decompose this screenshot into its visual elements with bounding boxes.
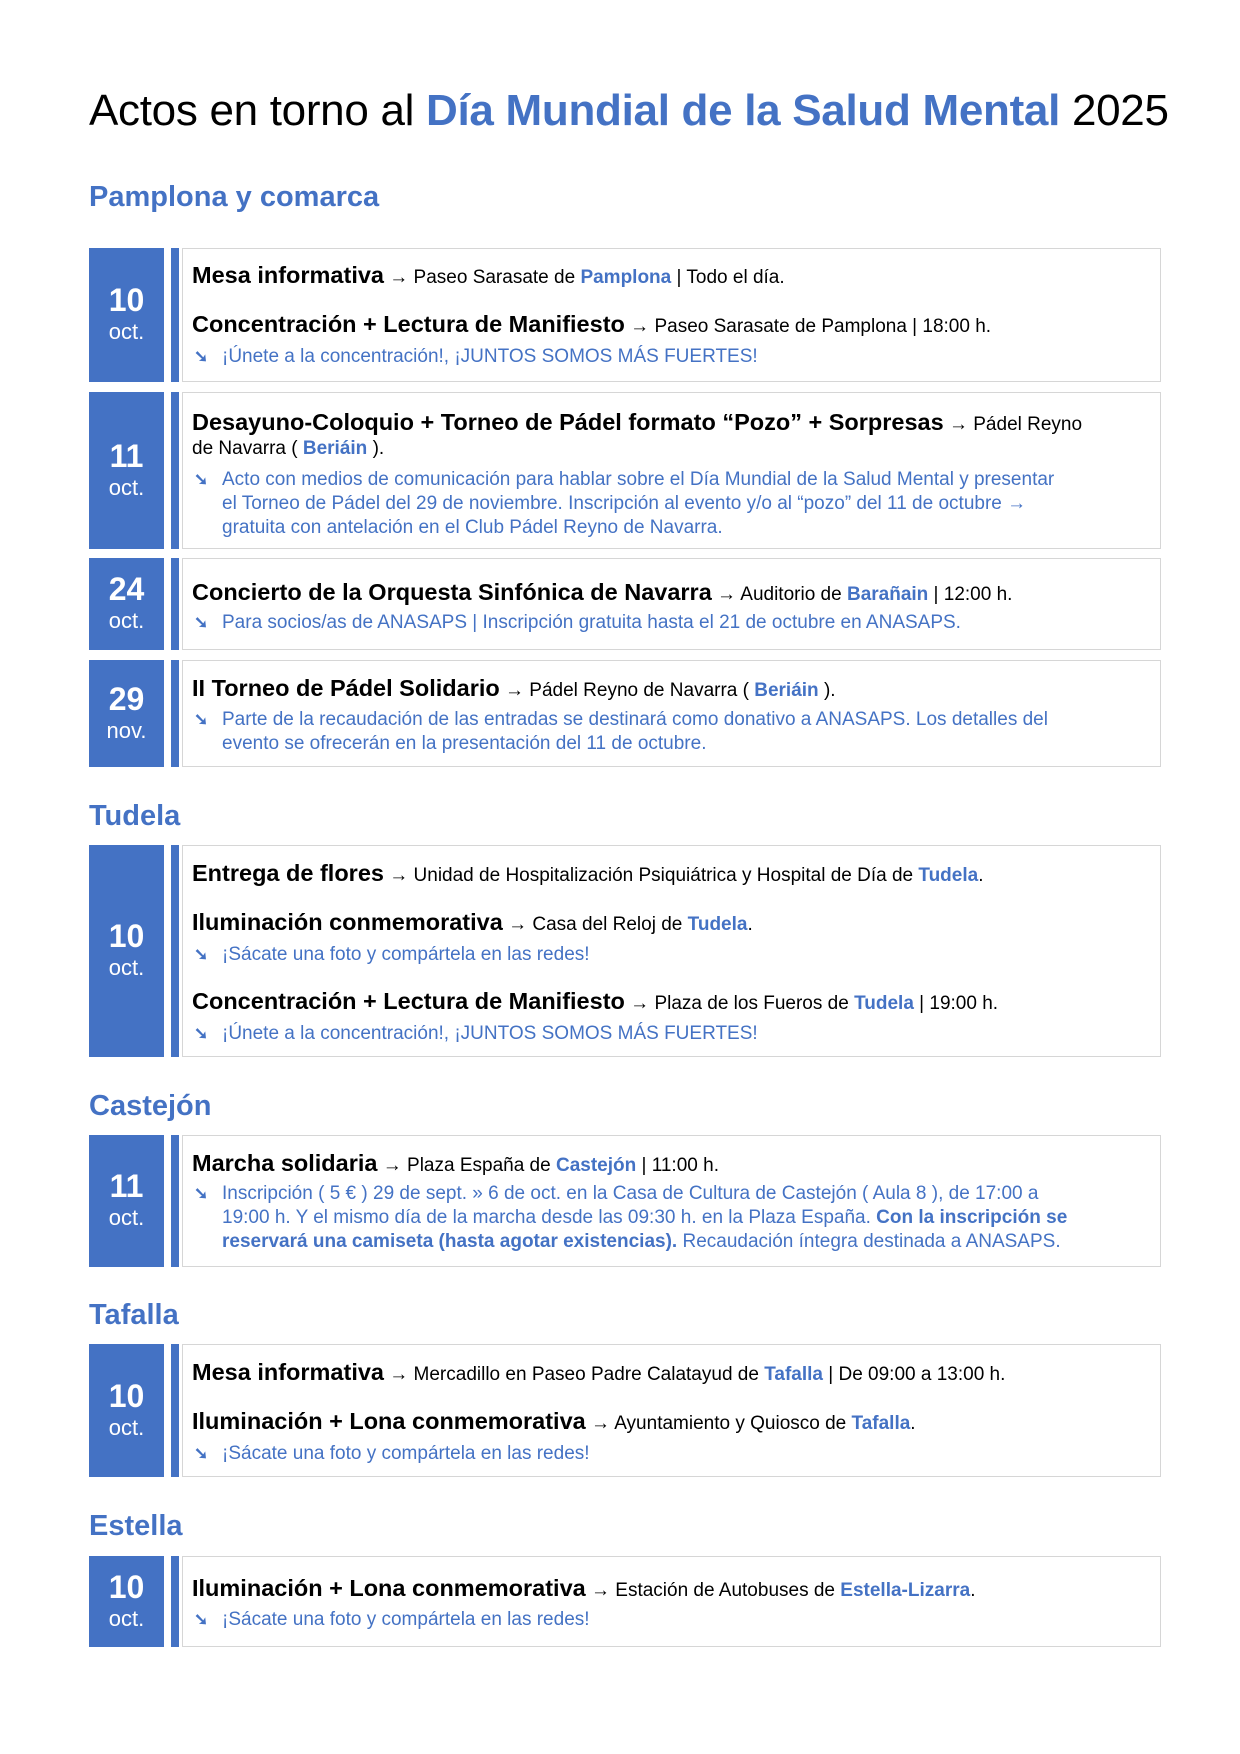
event-note	[192, 345, 1172, 369]
event-line	[192, 1359, 1228, 1388]
event-location: → Plaza España de	[377, 1155, 556, 1176]
date-day: 24	[108, 571, 145, 607]
event-time: | Todo el día.	[671, 267, 785, 288]
note-text: ¡Sácate una foto y compártela en las redes!	[222, 1443, 590, 1464]
event-location: → Plaza de los Fueros de	[624, 993, 855, 1014]
note-text: Inscripción ( 5 € ) 29 de sept. » 6 de oct. en la Casa de Cultura de Castejón ( Aula 8 ), de 17:00 a	[222, 1183, 1039, 1204]
note-text: el Torneo de Pádel del 29 de noviembre. Inscripción al evento y/o al “pozo” del 11 de octubre →	[222, 493, 1027, 514]
event-title: Entrega de flores	[192, 860, 384, 886]
event-town: Barañain	[846, 584, 929, 605]
date-day: 10	[108, 1568, 145, 1605]
date-badge	[89, 1344, 164, 1477]
note-text: ¡Sácate una foto y compártela en las redes!	[222, 1609, 590, 1630]
event-location-end: .	[978, 865, 984, 886]
event-title: Concentración + Lectura de Manifiesto	[192, 988, 625, 1014]
event-town: Estella-Lizarra	[840, 1580, 971, 1601]
event-note	[192, 1182, 1172, 1254]
note-text: Acto con medios de comunicación para hablar sobre el Día Mundial de la Salud Mental y presentar	[222, 469, 1055, 490]
event-title: Concentración + Lectura de Manifiesto	[192, 311, 625, 337]
date-month: oct.	[108, 1605, 145, 1631]
event-line	[192, 311, 1228, 340]
date-month: nov.	[106, 717, 147, 743]
event-note	[192, 708, 1172, 756]
date-day: 11	[109, 437, 144, 474]
event-note	[192, 611, 1172, 635]
date-badge	[89, 248, 164, 382]
event-location: → Paseo Sarasate de Pamplona | 18:00 h.	[624, 316, 992, 337]
event-line	[192, 1575, 1228, 1604]
event-town: Tafalla	[764, 1364, 823, 1385]
event-town: Beriáin	[302, 438, 368, 459]
event-title: Iluminación + Lona conmemorativa	[192, 1575, 586, 1601]
note-highlight: Con la inscripción se	[876, 1207, 1068, 1228]
event-location: → Casa del Reloj de	[502, 914, 688, 935]
event-location: de Navarra (	[192, 438, 303, 459]
event-town: Pamplona	[580, 267, 672, 288]
date-day: 11	[109, 1168, 144, 1204]
event-town: Tudela	[854, 993, 914, 1014]
event-location-end: .	[910, 1413, 916, 1434]
event-location-end: ).	[818, 680, 836, 701]
date-badge	[89, 1135, 164, 1267]
arrow-down-right-icon: ➘	[194, 1610, 209, 1629]
event-line	[192, 409, 1228, 438]
note-text: Parte de la recaudación de las entradas se destinará como donativo a ANASAPS. Los detalles del	[222, 709, 1048, 730]
event-note	[192, 1022, 1172, 1046]
date-month: oct.	[108, 955, 145, 980]
note-text: 19:00 h. Y el mismo día de la marcha desde las 09:30 h. en la Plaza España.	[222, 1207, 877, 1228]
note-text: ¡Únete a la concentración!, ¡JUNTOS SOMOS MÁS FUERTES!	[222, 1023, 758, 1044]
arrow-down-right-icon: ➘	[194, 347, 209, 366]
date-day: 29	[108, 680, 145, 717]
event-town: Tafalla	[851, 1413, 911, 1434]
event-location: → Ayuntamiento y Quiosco de	[585, 1413, 852, 1434]
date-badge	[89, 392, 164, 549]
event-town: Tudela	[687, 914, 748, 935]
event-time: | 12:00 h.	[928, 584, 1013, 605]
date-day: 10	[108, 918, 145, 954]
region-heading-pamplona: Pamplona y comarca	[89, 181, 380, 213]
note-text: evento se ofrecerán en la presentación del 11 de octubre.	[222, 733, 707, 754]
page-title	[89, 86, 1169, 136]
date-badge	[89, 660, 164, 767]
date-month: oct.	[108, 474, 145, 500]
event-location: → Auditorio de	[711, 584, 847, 605]
event-time: | 19:00 h.	[913, 993, 999, 1014]
event-location: → Mercadillo en Paseo Padre Calatayud de	[383, 1364, 765, 1385]
arrow-down-right-icon: ➘	[194, 1024, 209, 1043]
event-time: | De 09:00 a 13:00 h.	[822, 1364, 1006, 1385]
note-text: gratuita con antelación en el Club Pádel Reyno de Navarra.	[222, 517, 723, 538]
date-day: 10	[108, 1377, 145, 1414]
event-title: Iluminación conmemorativa	[192, 909, 503, 935]
event-note	[192, 943, 1172, 967]
event-location: → Paseo Sarasate de	[383, 267, 581, 288]
event-town: Castejón	[555, 1155, 637, 1176]
event-note	[192, 1442, 1172, 1466]
date-month: oct.	[108, 608, 145, 633]
event-line	[192, 436, 1228, 462]
event-town: Beriáin	[754, 680, 819, 701]
note-text: ¡Únete a la concentración!, ¡JUNTOS SOMOS MÁS FUERTES!	[222, 346, 758, 367]
note-text: Recaudación íntegra destinada a ANASAPS.	[677, 1231, 1061, 1252]
region-heading-tafalla: Tafalla	[89, 1299, 179, 1331]
event-title: Mesa informativa	[192, 1359, 384, 1385]
event-line	[192, 909, 1228, 938]
event-title: Marcha solidaria	[192, 1150, 378, 1176]
event-line	[192, 579, 1228, 608]
event-line	[192, 675, 1228, 704]
date-badge	[89, 558, 164, 650]
arrow-down-right-icon: ➘	[194, 470, 209, 489]
accent-bar	[171, 1344, 179, 1477]
date-badge	[89, 845, 164, 1057]
region-heading-castejon: Castejón	[89, 1090, 212, 1122]
event-location-end: ).	[367, 438, 385, 459]
accent-bar	[171, 392, 179, 549]
event-note	[192, 1608, 1172, 1632]
event-line	[192, 988, 1228, 1017]
arrow-down-right-icon: ➘	[194, 945, 209, 964]
event-location: → Pádel Reyno de Navarra (	[499, 680, 755, 701]
event-location-end: .	[970, 1580, 976, 1601]
title-post: 2025	[1060, 86, 1169, 135]
event-time: | 11:00 h.	[636, 1155, 719, 1176]
event-line	[192, 860, 1228, 889]
arrow-down-right-icon: ➘	[194, 613, 209, 632]
accent-bar	[171, 1556, 179, 1647]
date-month: oct.	[108, 319, 145, 344]
event-location: → Pádel Reyno	[943, 414, 1083, 435]
event-title: Concierto de la Orquesta Sinfónica de Navarra	[192, 579, 712, 605]
accent-bar	[171, 845, 179, 1057]
event-title: Mesa informativa	[192, 262, 384, 288]
accent-bar	[171, 660, 179, 767]
title-pre: Actos en torno al	[89, 86, 427, 135]
event-title: Iluminación + Lona conmemorativa	[192, 1408, 586, 1434]
event-town: Tudela	[918, 865, 979, 886]
note-text: Para socios/as de ANASAPS | Inscripción gratuita hasta el 21 de octubre en ANASAPS.	[222, 612, 961, 633]
event-note	[192, 468, 1172, 540]
date-day: 10	[108, 282, 145, 318]
event-line	[192, 1408, 1228, 1437]
note-highlight: reservará una camiseta (hasta agotar existencias).	[222, 1231, 678, 1252]
date-badge	[89, 1556, 164, 1647]
date-month: oct.	[108, 1414, 145, 1440]
note-text: ¡Sácate una foto y compártela en las redes!	[222, 944, 590, 965]
event-location: → Unidad de Hospitalización Psiquiátrica y Hospital de Día de	[383, 865, 919, 886]
date-month: oct.	[108, 1205, 145, 1230]
arrow-down-right-icon: ➘	[194, 710, 209, 729]
arrow-down-right-icon: ➘	[194, 1184, 209, 1203]
event-location-end: .	[747, 914, 753, 935]
title-highlight: Día Mundial de la Salud Mental	[426, 86, 1061, 135]
event-line	[192, 1150, 1228, 1179]
arrow-down-right-icon: ➘	[194, 1444, 209, 1463]
accent-bar	[171, 1135, 179, 1267]
accent-bar	[171, 248, 179, 382]
region-heading-tudela: Tudela	[89, 800, 181, 832]
event-line	[192, 262, 1228, 291]
accent-bar	[171, 558, 179, 650]
event-title: II Torneo de Pádel Solidario	[192, 675, 500, 701]
event-location: → Estación de Autobuses de	[585, 1580, 841, 1601]
event-title: Desayuno-Coloquio + Torneo de Pádel formato “Pozo” + Sorpresas	[192, 409, 944, 435]
region-heading-estella: Estella	[89, 1510, 183, 1542]
